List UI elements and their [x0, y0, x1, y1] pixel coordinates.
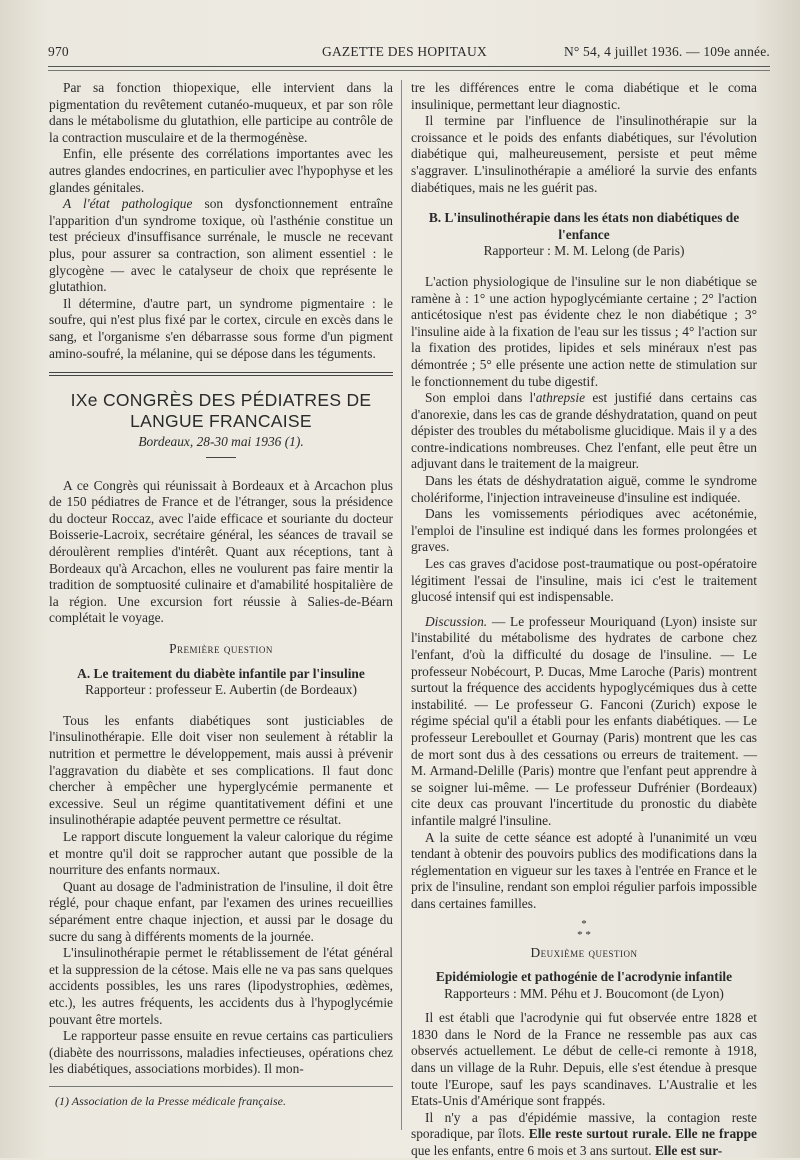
paragraph: Il détermine, d'autre part, un syndrome pigmentaire : le soufre, qui n'est plus fixé par le cortex, circule en excès dans le sang, et l'organisme s'en débarrasse sous forme d'un pigment amino-soufré, la mélanine, qui se dépose dans les téguments.	[49, 295, 393, 361]
paragraph: Il est établi que l'acrodynie qui fut observée entre 1828 et 1830 dans le Nord de la France ne ressemble pas aux cas observés actuellement. Le début de celle-ci remonte à 1918, dans un village de la Ruhr. Depuis, elle s'est étendue à presque toute l'Europe, sauf les pays scandinaves. L'Australie et les Etats-Unis d'Amérique sont frappés.	[411, 1010, 757, 1109]
question-label: Deuxième question	[530, 944, 638, 960]
paragraph: Le rapport discute longuement la valeur calorique du régime et montre qu'il doit se rapprocher autant que possible de la nourriture des enfants normaux.	[49, 828, 393, 878]
rapporteur-line: Rapporteurs : MM. Péhu et J. Boucomont (de Lyon)	[444, 985, 724, 1001]
rapporteur-line: Rapporteur : M. M. Lelong (de Paris)	[483, 243, 685, 259]
emphasis: Discussion.	[425, 613, 488, 629]
paragraph: A l'état pathologique son dysfonctionnement entraîne l'apparition d'un syndrome toxique, où l'asthénie constitue un test précieux d'insuffisance surrénale, le muscle ne recevant plus, pour assurer sa contraction, son aliment essentiel : le glycogène — avec le catalyseur de choix que représente le glutathion.	[49, 196, 394, 295]
paragraph: Par sa fonction thiopexique, elle intervient dans la pigmentation du revêtement cutanéo-muqueux, et par son rôle dans le métabolisme du glutathion, elle participe au contrôle de la contraction musculaire et de la thermogénèse.	[49, 80, 393, 145]
question-label: Première question	[169, 641, 273, 657]
short-rule	[206, 457, 236, 458]
rapporteur-line: Rapporteur : professeur E. Aubertin (de Bordeaux)	[85, 682, 357, 698]
paragraph: Quant au dosage de l'administration de l'insuline, il doit être réglé, pour chaque enfant, par l'examen des urines recueillies séparément entre chaque injection, et aussi par le dosage du sucre du sang à différents moments de la journée.	[49, 878, 393, 944]
left-column	[49, 80, 393, 1109]
header-rule	[48, 66, 770, 67]
issue-date: N° 54, 4 juillet 1936. — 109e année.	[563, 44, 770, 59]
congress-subtitle: Bordeaux, 28-30 mai 1936 (1).	[138, 434, 304, 450]
paragraph: A ce Congrès qui réunissait à Bordeaux et à Arcachon plus de 150 pédiatres de France et de l'étranger, sous la présidence du docteur Roccaz, avec l'aide efficace et souriante du docteur Boisserie-Lacroix, secrétaire général, les séances de travail se déroulèrent remplies d'intérêt. Quant aux réceptions, tant à Bordeaux qu'à Arcachon, elles ne voulurent pas faire mentir la tradition de somptuosité culinaire et d'amabilité hospitalière de la région. Une excursion fort réussie à Salies-de-Béarn complétait le voyage.	[49, 477, 393, 626]
section-rule	[49, 372, 393, 376]
paragraph: Discussion. — Le professeur Mouriquand (Lyon) insiste sur l'instabilité du métabolisme des hydrates de carbone chez l'enfant, d'où la difficulté du dosage de l'insuline. — Le professeur Nobécourt, P. Ducas, Mme Laroche (Paris) montrent surtout la fréquence des accidents hypoglycémiques dus à cette instabilité. — Le professeur G. Fanconi (Zurich) expose le régime spécial qu'il a établi pour les enfants diabétiques. — Le professeur Lereboullet et Gournay (Paris) montrent que les cas de mort sont dus à des cessations ou erreurs de traitement. — M. Armand-Delille (Paris) montre que l'enfant peut apprendre à se soigner lui-même. — Le professeur Dufrénier (Bordeaux) cite deux cas prouvant l'incertitude du pronostic du diabète infantile malgré l'insuline.	[411, 613, 757, 828]
paragraph: A la suite de cette séance est adopté à l'unanimité un vœu tendant à obtenir des pouvoirs publics des modifications dans la réglementation en vigueur sur les taxes à l'entrée en France et le prix de l'insuline, rendant son emploi régulier parfois impossible dans certaines familles.	[411, 829, 757, 911]
right-column	[411, 80, 757, 1160]
section-heading: B. L'insulinothérapie dans les états non diabétiques de l'enfance	[428, 210, 740, 242]
footnote: (1) Association de la Presse médicale française.	[55, 1093, 286, 1108]
footnote-rule	[49, 1086, 393, 1087]
paragraph: Il termine par l'influence de l'insulinothérapie sur la croissance et le poids des enfants diabétiques, sur l'évolution diabétique qui, malheureusement, persiste et peut même s'aggraver. L'insulinothérapie a amélioré la survie des enfants diabétiques, mais ne les guérit pas.	[411, 113, 757, 195]
paragraph: Le rapporteur passe ensuite en revue certains cas particuliers (diabète des nourrissons, maladies infectieuses, opérations chez les diabétiques, associations morbides). Il mon-	[49, 1028, 393, 1077]
section-heading: Epidémiologie et pathogénie de l'acrodynie infantile	[435, 969, 733, 985]
paragraph: Enfin, elle présente des corrélations importantes avec les autres glandes endocrines, en particulier avec l'hypophyse et les glandes génitales.	[49, 146, 393, 195]
paragraph: L'action physiologique de l'insuline sur le non diabétique se ramène à : 1° une action hypoglycémiante certaine ; 2° l'action anticétosique n'est pas évidente chez le non diabétique ; 3° l'insuline aide à la fixation de l'eau sur les tissus ; 4° l'action sur la fixation des protides, lipides et sels minéraux n'est pas démontrée ; 5° elle présente une action nette de stimulation sur le fonctionnement du tube digestif.	[411, 273, 757, 389]
emphasis: athrepsie	[535, 390, 586, 406]
paragraph: Son emploi dans l'athrepsie est justifié dans certains cas d'anorexie, dans les cas de grande déshydratation, quand on peut dépister des troubles du métabolisme glucidique. Mais il y a des contre-indications nombreuses. Chez l'enfant, elle peut être un adjuvant dans le traitement de la maigreur.	[411, 390, 757, 472]
paragraph: Il n'y a pas d'épidémie massive, la contagion reste sporadique, par îlots. Elle reste surtout rurale. Elle ne frappe que les enfants, entre 6 mois et 3 ans surtout. Elle est sur-	[411, 1109, 757, 1159]
header-rule-secondary	[48, 70, 770, 71]
paragraph: Tous les enfants diabétiques sont justiciables de l'insulinothérapie. Elle doit viser non seulement à rétablir la nutrition et permettre le développement, mais aussi à prévenir l'aggravation du diabète et ses complications. Il faut donc chercher à empêcher une hyperglycémie permanente et excessive. Seul un régime quantitativement défini et une insulinothérapie adaptée peuvent permettre ce résultat.	[49, 712, 393, 828]
asterism: * * *	[577, 917, 591, 941]
page-number: 970	[48, 44, 69, 59]
paragraph: Les cas graves d'acidose post-traumatique ou post-opératoire légitiment l'essai de l'insuline, mais ici c'est le traitement glucosé intensif qui est indispensable.	[411, 556, 757, 605]
page-header	[48, 44, 770, 62]
column-divider	[401, 80, 402, 1130]
paragraph: Dans les états de déshydratation aiguë, comme le syndrome cholériforme, l'injection intraveineuse d'insuline est indiquée.	[411, 473, 757, 505]
section-heading: A. Le traitement du diabète infantile par l'insuline	[77, 665, 365, 681]
paragraph: Dans les vomissements périodiques avec acétonémie, l'emploi de l'insuline est indiqué dans les formes prolongées et graves.	[411, 506, 757, 555]
paragraph: L'insulinothérapie permet le rétablissement de l'état général et la suppression de la cétose. Mais elle ne va pas sans quelques accidents possibles, les uns rares (lipodystrophies, œdèmes, etc.), les autres fréquents, les accidents dus à l'hypoglycémie pouvant être mortels.	[49, 945, 393, 1027]
congress-title: IXe CONGRÈS DES PÉDIATRES DE LANGUE FRANCAISE	[70, 390, 372, 432]
paragraph: tre les différences entre le coma diabétique et le coma insulinique, permettant leur diagnostic.	[411, 80, 757, 112]
emphasis: A l'état pathologique	[63, 196, 193, 212]
journal-title: GAZETTE DES HOPITAUX	[322, 44, 487, 59]
